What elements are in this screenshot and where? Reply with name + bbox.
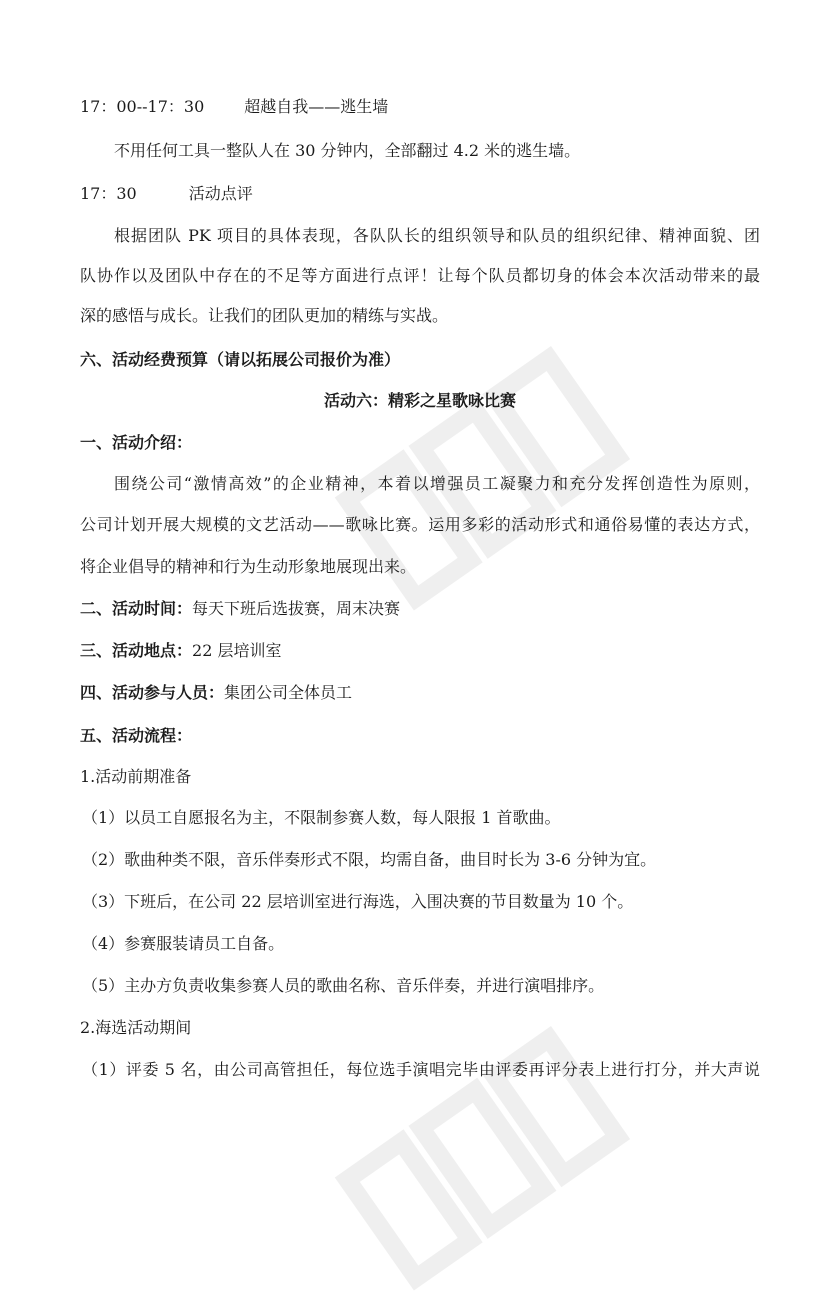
paragraph-line: 围绕公司“激情高效”的企业精神，本着以增强员工凝聚力和充分发挥创造性为原则，: [114, 474, 760, 493]
info-row: [80, 598, 760, 620]
section-heading: 五、活动流程：: [80, 726, 193, 745]
paragraph-line: 深的感悟与成长。让我们的团队更加的精练与实战。: [80, 306, 449, 325]
schedule-title: 超越自我——逃生墙: [244, 97, 389, 116]
paragraph-line: 队协作以及团队中存在的不足等方面进行点评！让每个队员都切身的体会本次活动带来的最: [80, 266, 760, 285]
list-item: （3）下班后，在公司 22 层培训室进行海选，入围决赛的节目数量为 10 个。: [82, 892, 634, 911]
list-item: （4）参赛服装请员工自备。: [82, 934, 285, 953]
paragraph-line: 将企业倡导的精神和行为生动形象地展现出来。: [80, 557, 417, 576]
page-title: 活动六：精彩之星歌咏比赛: [323, 391, 516, 410]
paragraph-line: 公司计划开展大规模的文艺活动——歌咏比赛。运用多彩的活动形式和通俗易懂的表达方式，: [80, 515, 760, 534]
subsection-title: 1.活动前期准备: [80, 767, 192, 786]
schedule-desc: 不用任何工具一整队人在 30 分钟内，全部翻过 4.2 米的逃生墙。: [114, 141, 581, 160]
subsection-title: 2.海选活动期间: [80, 1018, 192, 1037]
schedule-time: 17：30: [80, 184, 137, 203]
info-row: [80, 682, 760, 704]
info-value: 集团公司全体员工: [224, 683, 353, 702]
paragraph-line: 根据团队 PK 项目的具体表现，各队队长的组织领导和队员的组织纪律、精神面貌、团: [114, 226, 760, 245]
watermark-icon: [330, 1010, 630, 1310]
info-label: 三、活动地点：: [80, 641, 193, 660]
schedule-row: [80, 96, 760, 118]
schedule-row: [80, 183, 760, 205]
info-label: 二、活动时间：: [80, 599, 193, 618]
section-heading: 一、活动介绍：: [80, 433, 193, 452]
info-value: 每天下班后选拔赛，周末决赛: [192, 599, 401, 618]
list-item: （5）主办方负责收集参赛人员的歌曲名称、音乐伴奏，并进行演唱排序。: [82, 976, 605, 995]
list-item: （1）评委 5 名，由公司高管担任，每位选手演唱完毕由评委再评分表上进行打分，并大声说: [82, 1060, 760, 1079]
info-row: [80, 640, 760, 662]
info-label: 四、活动参与人员：: [80, 683, 225, 702]
schedule-time: 17：00--17：30: [80, 97, 205, 116]
info-value: 22 层培训室: [192, 641, 282, 660]
section-heading: 六、活动经费预算（请以拓展公司报价为准）: [80, 350, 401, 369]
list-item: （1）以员工自愿报名为主，不限制参赛人数，每人限报 1 首歌曲。: [82, 808, 561, 827]
schedule-title: 活动点评: [188, 184, 253, 203]
list-item: （2）歌曲种类不限，音乐伴奏形式不限，均需自备，曲目时长为 3-6 分钟为宜。: [82, 850, 657, 869]
